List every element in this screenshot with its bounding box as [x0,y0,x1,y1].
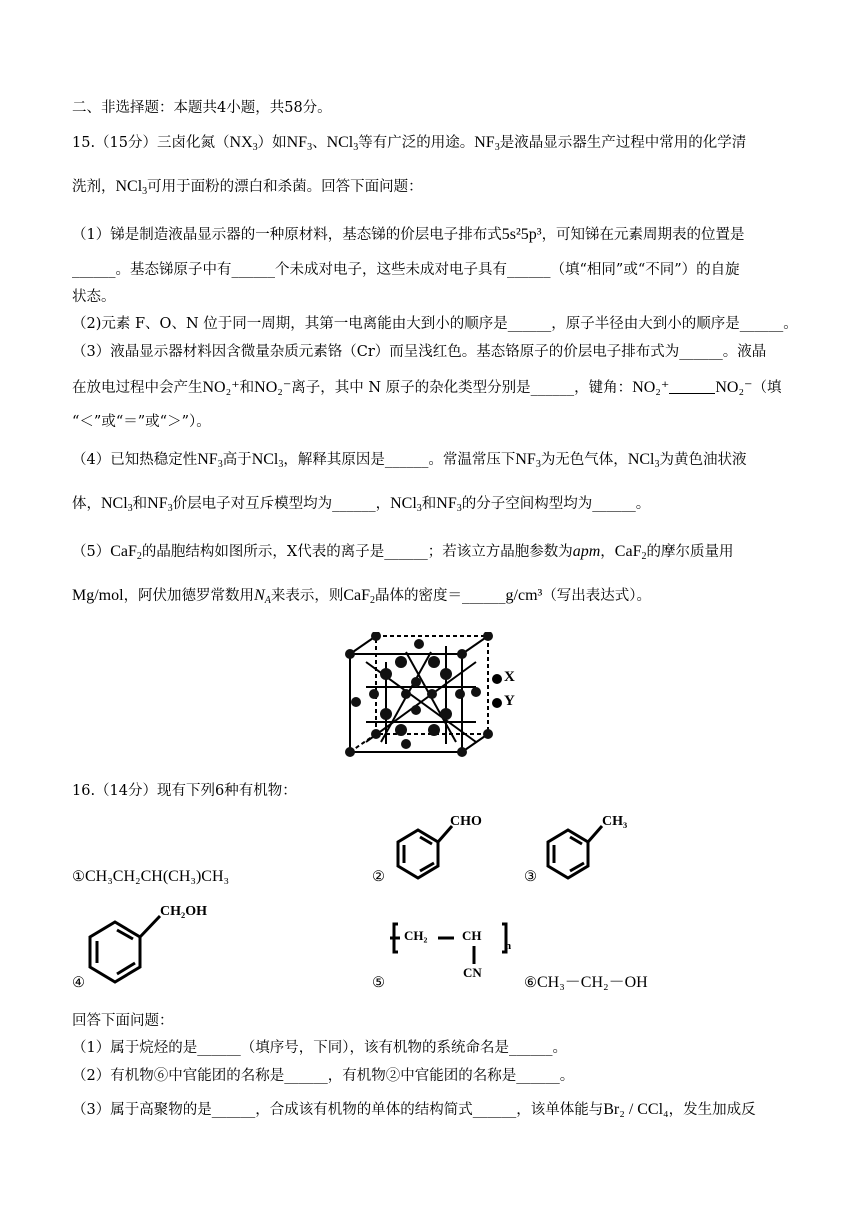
q15-part1: （1）锑是制造液晶显示器的一种原材料，基态锑的价层电子排布式5s²5p³，可知锑在元素周期表的位置是 [72,226,745,243]
q15-part5: （5）CaF$_2$的晶胞结构如图所示，X代表的离子是______；若该立方晶胞参数为apm，CaF$_2$的摩尔质量用 [72,543,734,562]
compound-2-label: ② [372,869,385,885]
q15-part4-line2: 体，NCl$_3$和$NF_3$价层电子对互斥模型均为______，NCl$_3$和$NF_3$的分子空间构型均为______。 [72,495,651,514]
section-title: 二、非选择题：本题共4小题，共58分。 [72,100,332,116]
q16-answer-intro: 回答下面问题： [72,1013,174,1029]
polymer-n: n [505,940,512,952]
toluene-group: CH₃ [602,814,628,829]
q15-part3-line3: “＜”或“＝”或“＞”）。 [72,414,211,430]
q15-part5-line2: Mg/mol，阿伏加德罗常数用$N_A$来表示，则CaF$_2$晶体的密度＝______g/cm³（写出表达式）。 [72,587,652,606]
benzaldehyde-structure [390,812,500,882]
q15-part3-line2: 在放电过程中会产生NO₂⁺和NO₂⁻离子，其中 N 原子的杂化类型分别是______，键角：NO₂⁺ NO₂⁻（填 [72,379,782,396]
legend-y-label: Y [504,693,515,709]
polymer-ch: CH [462,928,482,943]
q16-question-1: （1）属于烷烃的是______（填序号，下同），该有机物的系统命名是______。 [72,1040,567,1056]
compound-1: ①CH₃CH₂CH(CH₃)CH₃ [72,868,230,885]
benzyl-alcohol-group: CH₂OH [160,904,207,919]
q15-part4: （4）已知热稳定性$NF_3$高于NCl$_3$，解释其原因是______。常温常压下$NF_3$为无色气体，NCl$_3$为黄色油状液 [72,451,747,470]
q16-question-3: （3）属于高聚物的是______，合成该有机物的单体的结构简式______，该单体能与Br₂ / CCl₄，发生加成反 [72,1101,756,1118]
compound-4-label: ④ [72,975,85,991]
q15-part1-line3: 状态。 [72,289,116,305]
compound-3-label: ③ [524,869,537,885]
polymer-ch2: CH₂ [404,928,428,943]
compound-6: ⑥CH₃－CH₂－OH [524,974,648,991]
polymer-cn: CN [463,965,482,980]
q15-header-line2: 洗剂，NCl$_3$可用于面粉的漂白和杀菌。回答下面问题： [72,178,423,197]
legend-x-label: X [504,669,515,685]
q15-part1-line2: ______。基态锑原子中有______个未成对电子，这些未成对电子具有______（填“相同”或“不同”）的自旋 [72,262,740,278]
benzaldehyde-group: CHO [450,814,482,829]
q15-header: 15.（15分）三卤化氮$(NX_3)$如$NF_3$、NCl$_3$等有广泛的用途。$NF_3$是液晶显示器生产过程中常用的化学清 [72,134,747,153]
compound-5-label: ⑤ [372,975,385,991]
q15-part2: （2)元素 F、O、N 位于同一周期，其第一电离能由大到小的顺序是______，原子半径由大到小的顺序是______。 [72,316,798,332]
q15-part3: （3）液晶显示器材料因含微量杂质元素铬（Cr）而呈浅红色。基态铬原子的价层电子排布式为______。液晶 [72,344,767,360]
q16-header: 16.（14分）现有下列6种有机物： [72,783,297,799]
q16-question-2: （2）有机物⑥中官能团的名称是______，有机物②中官能团的名称是______。 [72,1068,575,1084]
